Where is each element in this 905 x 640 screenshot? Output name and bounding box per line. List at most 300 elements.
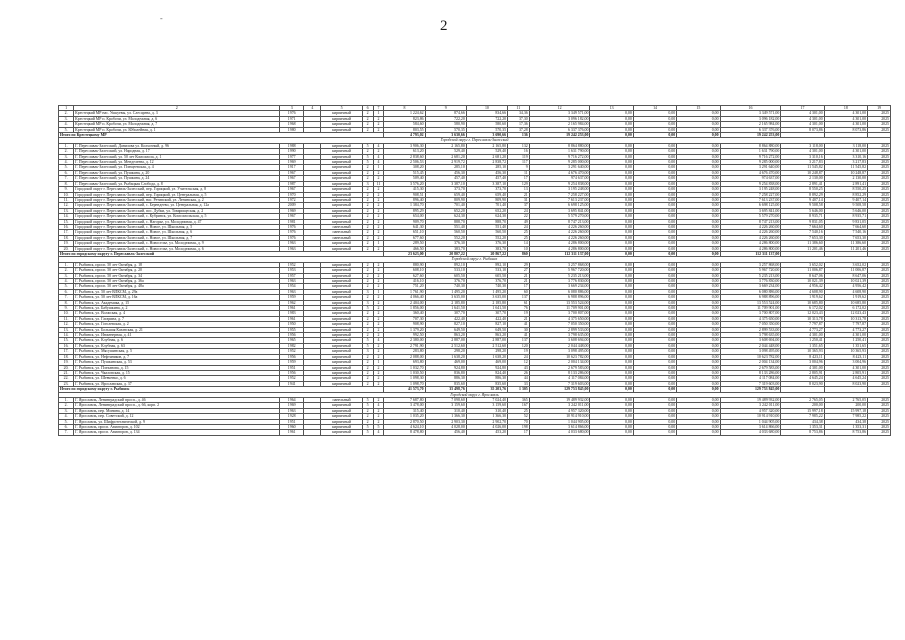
table-cell: 1963 bbox=[280, 289, 304, 294]
table-cell: 10 623 782,00 bbox=[720, 354, 781, 359]
table-cell: 0,00 bbox=[590, 116, 633, 121]
table-cell: 3 118,00 bbox=[781, 143, 824, 148]
table-cell: 2 bbox=[373, 203, 384, 208]
table-cell: 2 bbox=[373, 262, 384, 267]
table-cell: 2 130,00 bbox=[781, 176, 824, 181]
table-cell: 0,00 bbox=[633, 419, 676, 424]
table-cell: 11. bbox=[59, 197, 74, 202]
table-cell: 0,00 bbox=[590, 197, 633, 202]
table-cell: 0,00 bbox=[677, 289, 720, 294]
table-cell: 0,00 bbox=[677, 414, 720, 419]
table-cell: Г. Переславль-Залесский, ул. Пушкина, д. 24 bbox=[74, 176, 280, 181]
total-cell: 3 630,66 bbox=[425, 133, 466, 138]
table-cell: 2025 bbox=[868, 187, 891, 192]
table-cell: 2025 bbox=[868, 289, 891, 294]
table-cell: 5 646,00 bbox=[824, 208, 867, 213]
table-cell: 5. bbox=[59, 419, 74, 424]
table-cell: кирпичный bbox=[321, 262, 362, 267]
table-cell: 722,20 bbox=[466, 116, 507, 121]
table-cell: кирпичный bbox=[321, 284, 362, 289]
header-mark: - bbox=[160, 14, 163, 23]
table-cell: 11 006,87 bbox=[824, 268, 867, 273]
table-cell: 2025 bbox=[868, 122, 891, 127]
table-cell: кирпичный bbox=[321, 203, 362, 208]
table-cell: 307,70 bbox=[425, 311, 466, 316]
table-cell: 2 bbox=[362, 311, 373, 316]
table-cell: 2025 bbox=[868, 365, 891, 370]
table-cell: 8 647,06 bbox=[781, 273, 824, 278]
table-cell: 4. bbox=[59, 160, 74, 165]
table-cell: панельный bbox=[321, 397, 362, 402]
table-cell: 37,30 bbox=[508, 116, 530, 121]
table-cell: 2025 bbox=[868, 343, 891, 348]
table-cell: 1 919,62 bbox=[824, 295, 867, 300]
table-cell: 0,00 bbox=[633, 192, 676, 197]
table-cell: 3 195 248,00 bbox=[720, 187, 781, 192]
table-cell: 9 254 838,00 bbox=[529, 181, 590, 186]
table-cell: 19 bbox=[868, 106, 891, 111]
table-cell: 29 bbox=[508, 262, 530, 267]
table-cell: Г. Рыбинск, ул. Мясушинская, д. 5 bbox=[74, 349, 280, 354]
table-cell: 0,00 bbox=[677, 165, 720, 170]
table-cell: Городской округ г. Переславль-Залесский, с. Берендеево, ул. Центральная, д. 12а bbox=[74, 203, 280, 208]
table-cell: 3 387,10 bbox=[466, 181, 507, 186]
table-cell: Крестецкий МР п. Кробочи, ул. Юбилейная, д. 1 bbox=[74, 127, 280, 132]
table-cell: 2 bbox=[362, 214, 373, 219]
table-cell: 2. bbox=[59, 403, 74, 408]
table-cell: 0,00 bbox=[590, 208, 633, 213]
table-cell: 888,70 bbox=[466, 219, 507, 224]
table-cell: 2025 bbox=[868, 116, 891, 121]
table-cell: 2025 bbox=[868, 316, 891, 321]
table-cell: 15. bbox=[59, 338, 74, 343]
table-cell: 0,00 bbox=[633, 333, 676, 338]
table-cell: 2 130,00 bbox=[824, 176, 867, 181]
table-cell: 1967 bbox=[280, 187, 304, 192]
table-cell: 2 bbox=[373, 116, 384, 121]
section-title: Городской округ г. Ярославль bbox=[59, 392, 891, 397]
table-cell: Г. Рыбинск, просп. 50 лет Октября, д. 18 bbox=[74, 262, 280, 267]
table-cell: 824,40 bbox=[466, 370, 507, 375]
table-cell: 16 bbox=[508, 149, 530, 154]
table-cell: 608,10 bbox=[384, 268, 425, 273]
table-cell: 6 172,02 bbox=[824, 306, 867, 311]
table-cell: кирпичный bbox=[321, 430, 362, 435]
table-cell: Г. Ярославль, пер. Советский, д. 12 bbox=[74, 414, 280, 419]
table-cell: 373,70 bbox=[425, 187, 466, 192]
table-cell: 0,00 bbox=[677, 192, 720, 197]
table-cell: 0,00 bbox=[590, 284, 633, 289]
table-cell: 1 856,00 bbox=[384, 306, 425, 311]
table-cell: 1 044 905,00 bbox=[529, 419, 590, 424]
table-cell: 2 165 984,00 bbox=[720, 122, 781, 127]
table-cell: 8 753,86 bbox=[824, 430, 867, 435]
table-cell: 12 023,43 bbox=[781, 311, 824, 316]
table-cell: 2025 bbox=[868, 284, 891, 289]
table-cell: 4 026,00 bbox=[466, 424, 507, 429]
table-cell: 4. bbox=[59, 414, 74, 419]
table-cell: 14 bbox=[508, 241, 530, 246]
table-cell: 2 bbox=[362, 187, 373, 192]
table-cell: 4 226 260,00 bbox=[720, 230, 781, 235]
table-cell: 2 bbox=[362, 273, 373, 278]
table-cell: 0,00 bbox=[633, 376, 676, 381]
table-cell: 315,40 bbox=[384, 408, 425, 413]
table-cell: 3 bbox=[280, 106, 304, 111]
table-cell: 17,36 bbox=[508, 122, 530, 127]
table-cell: Крестецкий МР п. Кробочи, ул. Молодежная, д. 6 bbox=[74, 116, 280, 121]
table-cell: 0,00 bbox=[590, 289, 633, 294]
table-cell: 4 226 260,00 bbox=[720, 224, 781, 229]
table-cell: 0,00 bbox=[677, 262, 720, 267]
total-cell: 0,00 bbox=[633, 251, 676, 256]
table-cell: кирпичный bbox=[321, 408, 362, 413]
table-cell: 0,00 bbox=[590, 424, 633, 429]
table-cell: 4 301,00 bbox=[824, 116, 867, 121]
table-cell: 1988 bbox=[280, 143, 304, 148]
table-cell: 10 313,78 bbox=[781, 316, 824, 321]
table-cell: 2 891,41 bbox=[824, 181, 867, 186]
table-cell: 2 bbox=[373, 208, 384, 213]
table-cell: 2025 bbox=[868, 397, 891, 402]
table-cell: 8 647,06 bbox=[824, 273, 867, 278]
table-cell: 3 608 694,00 bbox=[720, 338, 781, 343]
total-cell: 112 311 137,00 bbox=[720, 251, 781, 256]
table-cell: 2 bbox=[362, 295, 373, 300]
table-cell: 3 217,83 bbox=[824, 160, 867, 165]
table-cell: кирпичный bbox=[321, 295, 362, 300]
table-cell: 2 bbox=[373, 176, 384, 181]
table-cell: 1952 bbox=[280, 349, 304, 354]
table-cell: 3 217,83 bbox=[781, 160, 824, 165]
table-cell: 466,50 bbox=[384, 246, 425, 251]
table-cell: 0,00 bbox=[633, 338, 676, 343]
table-cell: 2025 bbox=[868, 170, 891, 175]
table-cell: 0,00 bbox=[677, 381, 720, 386]
table-cell: 2. bbox=[59, 268, 74, 273]
table-cell: 0,00 bbox=[677, 295, 720, 300]
table-cell: 836,80 bbox=[425, 370, 466, 375]
table-cell: 9 285 000,00 bbox=[529, 160, 590, 165]
table-cell: 0,00 bbox=[633, 408, 676, 413]
table-cell: Г. Рыбинск, ул. Волжская, д. 4 bbox=[74, 311, 280, 316]
table-cell: 298,20 bbox=[425, 349, 466, 354]
table-cell: 117 bbox=[508, 160, 530, 165]
table-cell: 4 957 320,00 bbox=[720, 408, 781, 413]
table-cell: 641,30 bbox=[384, 224, 425, 229]
table-cell: 376,70 bbox=[466, 279, 507, 284]
table-cell: 12 023,43 bbox=[824, 311, 867, 316]
table-cell: 12 bbox=[508, 360, 530, 365]
table-cell: кирпичный bbox=[321, 165, 362, 170]
table-cell: 2025 bbox=[868, 273, 891, 278]
table-cell: кирпичный bbox=[321, 300, 362, 305]
table-cell: 2 bbox=[373, 333, 384, 338]
total-label: Итого по городскому округу г. Переславль-Залесский bbox=[59, 251, 384, 256]
table-cell: 2 bbox=[362, 284, 373, 289]
table-cell: 23. bbox=[59, 381, 74, 386]
table-cell: 2025 bbox=[868, 322, 891, 327]
table-cell: кирпичный bbox=[321, 154, 362, 159]
table-cell: 924,80 bbox=[425, 365, 466, 370]
table-cell: 2025 bbox=[868, 403, 891, 408]
table-cell: 456,30 bbox=[466, 170, 507, 175]
table-cell: 4 033 680,00 bbox=[720, 430, 781, 435]
table-cell: 2 bbox=[362, 127, 373, 132]
table-cell: 2 bbox=[373, 343, 384, 348]
table-cell: 289,50 bbox=[384, 241, 425, 246]
table-cell: 886,30 bbox=[425, 376, 466, 381]
table-cell: 4 bbox=[373, 154, 384, 159]
table-cell: 0,00 bbox=[677, 181, 720, 186]
table-cell: 0,00 bbox=[633, 268, 676, 273]
table-cell: Г. Ярославль, просп. Авиаторов, д. 134 bbox=[74, 430, 280, 435]
table-cell: 0,00 bbox=[677, 143, 720, 148]
table-cell: 10 bbox=[466, 106, 507, 111]
table-cell: кирпичный bbox=[321, 376, 362, 381]
table-cell: 4 bbox=[373, 403, 384, 408]
table-cell: 2 bbox=[362, 354, 373, 359]
table-cell: 509,40 bbox=[384, 176, 425, 181]
table-cell: 2 bbox=[362, 149, 373, 154]
table-cell: 2 bbox=[373, 322, 384, 327]
table-cell: 10. bbox=[59, 192, 74, 197]
table-row bbox=[59, 430, 891, 435]
table-cell: 0,00 bbox=[633, 170, 676, 175]
table-cell: 8 892,29 bbox=[781, 192, 824, 197]
table-cell: 3 652,02 bbox=[781, 262, 824, 267]
table-cell: 2 805,91 bbox=[781, 370, 824, 375]
table-cell: 6 172,02 bbox=[781, 306, 824, 311]
table-cell: 9 831,05 bbox=[824, 219, 867, 224]
table-cell: Г. Рыбинск, ул. Шевченко, д. 6 bbox=[74, 376, 280, 381]
table-cell: кирпичный bbox=[321, 116, 362, 121]
table-cell: 13. bbox=[59, 208, 74, 213]
table-cell: 1 353,31 bbox=[824, 424, 867, 429]
table-cell: 1928 bbox=[280, 414, 304, 419]
table-cell: 652,20 bbox=[466, 208, 507, 213]
table-cell: 4 301,00 bbox=[781, 333, 824, 338]
table-cell: 2 899 533,00 bbox=[720, 327, 781, 332]
table-cell: 2 044 448,00 bbox=[529, 343, 590, 348]
table-cell: 0,00 bbox=[590, 219, 633, 224]
table-cell: 8 023,90 bbox=[781, 381, 824, 386]
table-cell: 21. bbox=[59, 370, 74, 375]
total-cell: 860 bbox=[508, 251, 530, 256]
table-cell: 2 bbox=[373, 235, 384, 240]
table-cell: 2 380,00 bbox=[384, 338, 425, 343]
table-cell: 2 bbox=[362, 230, 373, 235]
table-cell: 605,50 bbox=[425, 273, 466, 278]
table-cell: 1 bbox=[373, 360, 384, 365]
table-cell: 0,00 bbox=[633, 187, 676, 192]
table-cell: 1941 bbox=[280, 381, 304, 386]
table-cell: 7 797,87 bbox=[781, 322, 824, 327]
table-cell: 3 669 234,00 bbox=[529, 284, 590, 289]
total-cell: 129 753 845,00 bbox=[529, 387, 590, 392]
table-cell: 0,00 bbox=[677, 376, 720, 381]
table-cell: 285,10 bbox=[466, 165, 507, 170]
table-cell: 10 914 910,00 bbox=[529, 414, 590, 419]
table-cell: 3 098 495,00 bbox=[529, 349, 590, 354]
table-cell: 119 bbox=[508, 154, 530, 159]
table-cell: 0,00 bbox=[590, 322, 633, 327]
table-cell: 551,40 bbox=[466, 224, 507, 229]
table-cell: 3 798 635,00 bbox=[720, 333, 781, 338]
table-cell: 2 bbox=[373, 381, 384, 386]
section-title: Городской округ г. Рыбинск bbox=[59, 257, 891, 262]
table-cell: 17. bbox=[59, 230, 74, 235]
table-cell: 3 478,00 bbox=[384, 403, 425, 408]
table-cell: 2 bbox=[362, 224, 373, 229]
table-cell: 1 bbox=[373, 111, 384, 116]
table-cell: 6. bbox=[59, 170, 74, 175]
table-cell: 0,00 bbox=[633, 289, 676, 294]
table-cell: 4 301,00 bbox=[824, 122, 867, 127]
table-cell: 383,70 bbox=[425, 246, 466, 251]
table-cell: 2 bbox=[362, 376, 373, 381]
table-cell: 3 004,96 bbox=[781, 360, 824, 365]
table-cell: 2 bbox=[373, 127, 384, 132]
table-cell: 10 365,93 bbox=[824, 349, 867, 354]
total-cell: 20 867,22 bbox=[466, 251, 507, 256]
table-cell: 2025 bbox=[868, 311, 891, 316]
table-cell: 2 bbox=[373, 349, 384, 354]
table-cell: кирпичный bbox=[321, 327, 362, 332]
table-cell: 1969 bbox=[280, 160, 304, 165]
table-cell: Г. Переславль-Залесский, ул. Народная, д. 17 bbox=[74, 149, 280, 154]
table-cell: 2 870,50 bbox=[384, 419, 425, 424]
table-cell: 21 bbox=[508, 316, 530, 321]
table-cell: 8 550,25 bbox=[824, 187, 867, 192]
table-cell: 456,40 bbox=[425, 430, 466, 435]
table-cell: кирпичный bbox=[321, 214, 362, 219]
total-cell: 0,00 bbox=[633, 387, 676, 392]
table-cell: 693,80 bbox=[384, 360, 425, 365]
table-cell: 2025 bbox=[868, 214, 891, 219]
table-cell: 0,00 bbox=[590, 268, 633, 273]
table-cell: 2 bbox=[362, 170, 373, 175]
table-cell: 469,00 bbox=[425, 360, 466, 365]
table-cell: 2025 bbox=[868, 376, 891, 381]
table-cell: 7 687,80 bbox=[384, 397, 425, 402]
table-cell: 7 050 350,00 bbox=[720, 322, 781, 327]
table-cell: 1969 bbox=[280, 208, 304, 213]
table-cell: 9. bbox=[59, 187, 74, 192]
table-cell: 863,20 bbox=[425, 333, 466, 338]
table-cell: 3 695 841,00 bbox=[720, 208, 781, 213]
table-cell: 1983 bbox=[280, 311, 304, 316]
table-cell: 6 bbox=[362, 106, 373, 111]
table-cell: 551,40 bbox=[425, 224, 466, 229]
table-cell: 1 379,20 bbox=[384, 327, 425, 332]
table-cell: 6 337 376,00 bbox=[529, 127, 590, 132]
table-cell: 1 366,30 bbox=[425, 414, 466, 419]
table-cell: 2025 bbox=[868, 235, 891, 240]
table-cell: Г. Рыбинск, просп. 50 лет Октября, д. 36а bbox=[74, 279, 280, 284]
table-cell: 10 bbox=[508, 246, 530, 251]
table-cell: 2 bbox=[373, 419, 384, 424]
table-cell: 6 988 896,00 bbox=[720, 295, 781, 300]
table-cell: 2 887,00 bbox=[425, 338, 466, 343]
table-cell: 14. bbox=[59, 333, 74, 338]
table-cell: 3. bbox=[59, 154, 74, 159]
table-cell: 19 489 932,00 bbox=[720, 397, 781, 402]
table-cell: 0,00 bbox=[633, 246, 676, 251]
table-cell: 3 635,00 bbox=[425, 295, 466, 300]
table-cell: 17. bbox=[59, 349, 74, 354]
table-cell: 1 351,65 bbox=[781, 343, 824, 348]
total-cell: 0,00 bbox=[677, 251, 720, 256]
table-cell: 1967 bbox=[280, 214, 304, 219]
table-cell: 6 080 886,00 bbox=[529, 289, 590, 294]
table-cell: 1 035,20 bbox=[384, 414, 425, 419]
table-cell: 0,00 bbox=[590, 187, 633, 192]
table-cell: 2 bbox=[373, 316, 384, 321]
table-cell: кирпичный bbox=[321, 219, 362, 224]
table-cell: 707,30 bbox=[384, 316, 425, 321]
table-cell: 2 004 134,00 bbox=[720, 360, 781, 365]
table-cell: 1954 bbox=[280, 284, 304, 289]
table-cell: 2 bbox=[373, 170, 384, 175]
table-cell: 422,40 bbox=[425, 316, 466, 321]
table-cell: 4 645,24 bbox=[781, 376, 824, 381]
table-cell: Г. Рыбинск, ул. Инженерная, д. 41 bbox=[74, 333, 280, 338]
table-cell: 3 576,20 bbox=[384, 181, 425, 186]
table-cell: Г. Переславль-Залесский, Данилова ул. Колхозный, д. 96 bbox=[74, 143, 280, 148]
table-cell: 8 023,90 bbox=[824, 381, 867, 386]
table-cell: 2025 bbox=[868, 208, 891, 213]
table-cell: 2 bbox=[362, 192, 373, 197]
table-cell: 0,00 bbox=[633, 430, 676, 435]
table-cell: 5 bbox=[362, 403, 373, 408]
table-cell: Г. Переславль-Залесский, ул. Пушкина, д. 20 bbox=[74, 170, 280, 175]
table-cell: 3 635,00 bbox=[466, 295, 507, 300]
table-cell: 11 386,60 bbox=[824, 241, 867, 246]
table-cell: Городской округ г. Переславль-Залесский, с. Новоселье, ул. Молодежная, д. 6 bbox=[74, 246, 280, 251]
table-cell: 1 bbox=[373, 289, 384, 294]
table-cell: 7. bbox=[59, 295, 74, 300]
table-cell: 2 bbox=[373, 397, 384, 402]
table-cell: 3 700 807,00 bbox=[529, 311, 590, 316]
table-cell: 2025 bbox=[868, 306, 891, 311]
table-cell: 0,00 bbox=[633, 284, 676, 289]
table-cell: 1971 bbox=[280, 116, 304, 121]
table-cell: 434,38 bbox=[781, 419, 824, 424]
table-cell: 17 bbox=[508, 430, 530, 435]
table-cell: 4 956,42 bbox=[781, 284, 824, 289]
table-cell: кирпичный bbox=[321, 333, 362, 338]
table-cell: 4 956,42 bbox=[824, 284, 867, 289]
table-cell: 422,40 bbox=[466, 316, 507, 321]
table-cell: 649,50 bbox=[425, 327, 466, 332]
table-cell: 2 bbox=[362, 197, 373, 202]
table-cell: 5 bbox=[321, 106, 362, 111]
table-cell: Г. Ярославль, ул. Шифротехнической, д. 9 bbox=[74, 419, 280, 424]
table-cell: 11 201,46 bbox=[824, 246, 867, 251]
table-cell: 376,30 bbox=[466, 241, 507, 246]
table-cell: 3 bbox=[362, 181, 373, 186]
table-cell: 3 652,02 bbox=[824, 262, 867, 267]
table-cell: 0,00 bbox=[633, 127, 676, 132]
table-cell: 2 bbox=[373, 376, 384, 381]
table-cell: 456,30 bbox=[425, 170, 466, 175]
table-cell: панельный bbox=[321, 235, 362, 240]
table-cell: 1959 bbox=[280, 295, 304, 300]
table-cell: 2 bbox=[362, 322, 373, 327]
table-cell: кирпичный bbox=[321, 187, 362, 192]
table-cell: 5 235 213,00 bbox=[720, 273, 781, 278]
